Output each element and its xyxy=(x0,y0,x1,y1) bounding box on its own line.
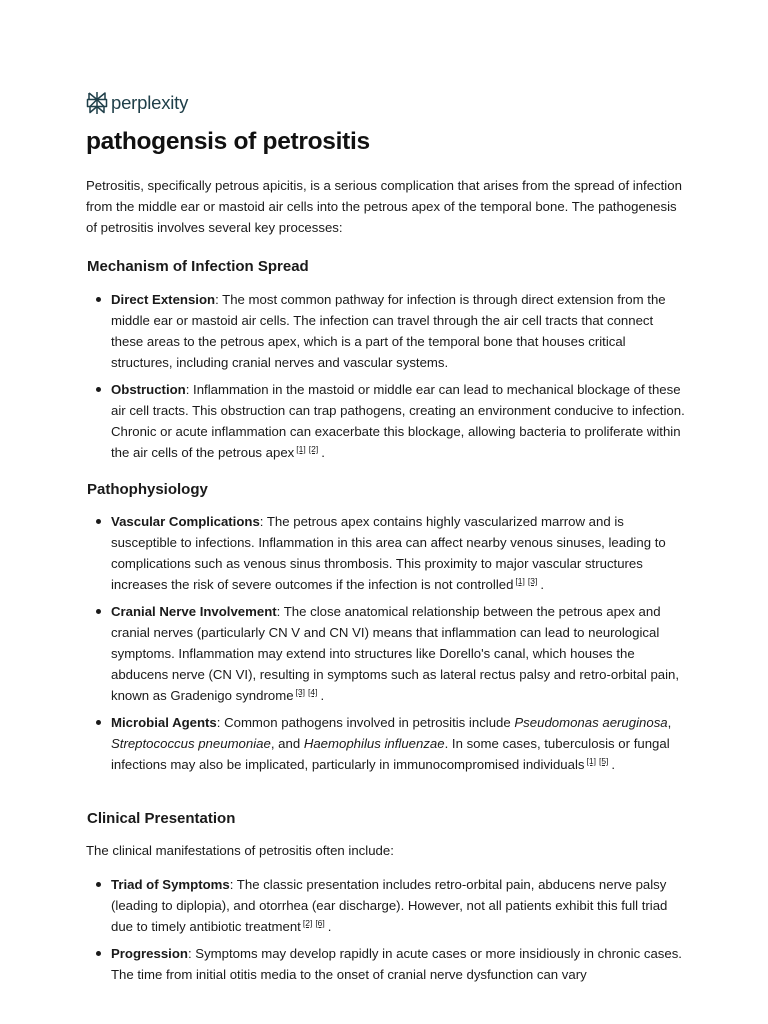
list-item xyxy=(86,712,686,775)
citation-link[interactable]: [5] xyxy=(598,756,609,766)
citation-group xyxy=(296,444,321,454)
pathogen-name: Haemophilus influenzae xyxy=(303,736,445,751)
sentence-end: . xyxy=(540,577,544,592)
item-text: : Common pathogens involved in petrositis include xyxy=(216,715,515,730)
item-text: : The close anatomical relationship between the petrous apex and cranial nerves (particularly CN V and CN VI) means that inflammation can lead to neurological symptoms. Inflammation may extend into structures like Dorello's canal, which houses the abducens nerve (CN VI), resulting in symptoms such as lateral rectus palsy and retro-orbital pain, known as Gradenigo syndrome xyxy=(111,604,680,703)
citation-link[interactable]: [4] xyxy=(307,687,318,697)
item-text: : The petrous apex contains highly vascularized marrow and is susceptible to infections. Inflammation in this area can affect nearby venous sinuses, leading to complications such as venous sinus thrombosis. This proximity to major vascular structures increases the risk of severe outcomes if the infection is not controlled xyxy=(111,514,666,592)
citation-group xyxy=(515,576,540,586)
pathogen-name: Pseudomonas aeruginosa xyxy=(514,715,668,730)
citation-link[interactable]: [3] xyxy=(295,687,305,697)
citation-group xyxy=(587,756,612,766)
citation-link[interactable]: [1] xyxy=(296,444,306,454)
brand-logo[interactable] xyxy=(86,90,188,116)
citation-group xyxy=(303,918,328,928)
item-term: Direct Extension xyxy=(111,292,216,307)
list-item xyxy=(86,943,686,985)
pathophysiology-list xyxy=(86,511,686,781)
section-heading-clinical: Clinical Presentation xyxy=(87,810,236,827)
citation-link[interactable]: [3] xyxy=(527,576,538,586)
item-term: Vascular Complications xyxy=(111,514,260,529)
list-item xyxy=(86,379,686,463)
intro-paragraph: Petrositis, specifically petrous apicitis, is a serious complication that arises from the spread of infection from the middle ear or mastoid air cells into the petrous apex of the temporal bone. The pathogenesis of petrositis involves several key processes: xyxy=(86,178,682,235)
citation-link[interactable]: [2] xyxy=(308,444,319,454)
item-term: Cranial Nerve Involvement xyxy=(111,604,277,619)
list-item xyxy=(86,601,686,706)
citation-link[interactable]: [2] xyxy=(302,918,313,928)
citation-link[interactable]: [6] xyxy=(315,918,325,928)
list-item xyxy=(86,511,686,595)
clinical-list xyxy=(86,874,686,991)
item-text: , xyxy=(667,715,672,730)
clinical-intro: The clinical manifestations of petrositis often include: xyxy=(86,843,394,858)
perplexity-logo-icon xyxy=(86,91,108,115)
item-term: Obstruction xyxy=(111,382,186,397)
page-title: pathogensis of petrositis xyxy=(86,128,370,155)
list-item xyxy=(86,874,686,937)
brand-name: perplexity xyxy=(111,92,189,113)
item-text: , and xyxy=(270,736,304,751)
sentence-end: . xyxy=(327,919,332,934)
citation-link[interactable]: [1] xyxy=(515,576,525,586)
citation-group xyxy=(296,687,321,697)
item-term: Triad of Symptoms xyxy=(111,877,230,892)
item-text: . In some cases, tuberculosis or fungal infections may also be implicated, particularly in immunocompromised individuals xyxy=(111,736,670,772)
citation-link[interactable]: [1] xyxy=(586,756,596,766)
item-text: : The most common pathway for infection is through direct extension from the middle ear or mastoid air cells. The infection can travel through the air cell tracts that connect these areas to the petrous apex, which is a part of the temporal bone that houses critical structures, including cranial nerves and vascular systems. xyxy=(111,292,666,370)
section-heading-mechanism: Mechanism of Infection Spread xyxy=(87,258,309,275)
item-text: : Inflammation in the mastoid or middle ear can lead to mechanical blockage of these air cell tracts. This obstruction can trap pathogens, creating an environment conducive to infection. Chronic or acute inflammation can exacerbate this blockage, allowing bacteria to proliferate within the air cells of the petrous apex xyxy=(111,382,685,460)
list-item xyxy=(86,289,686,373)
sentence-end: . xyxy=(611,757,616,772)
pathogen-name: Streptococcus pneumoniae xyxy=(111,736,271,751)
item-term: Microbial Agents xyxy=(111,715,217,730)
sentence-end: . xyxy=(321,445,325,460)
item-text: : The classic presentation includes retro-orbital pain, abducens nerve palsy (leading to diplopia), and otorrhea (ear discharge). However, not all patients exhibit this full triad due to timely antibiotic treatment xyxy=(111,877,668,934)
mechanism-list xyxy=(86,289,686,469)
section-heading-pathophysiology: Pathophysiology xyxy=(87,481,208,498)
item-text: : Symptoms may develop rapidly in acute cases or more insidiously in chronic cases. The time from initial otitis media to the onset of cranial nerve dysfunction can vary xyxy=(111,946,682,982)
sentence-end: . xyxy=(320,688,325,703)
item-term: Progression xyxy=(111,946,188,961)
